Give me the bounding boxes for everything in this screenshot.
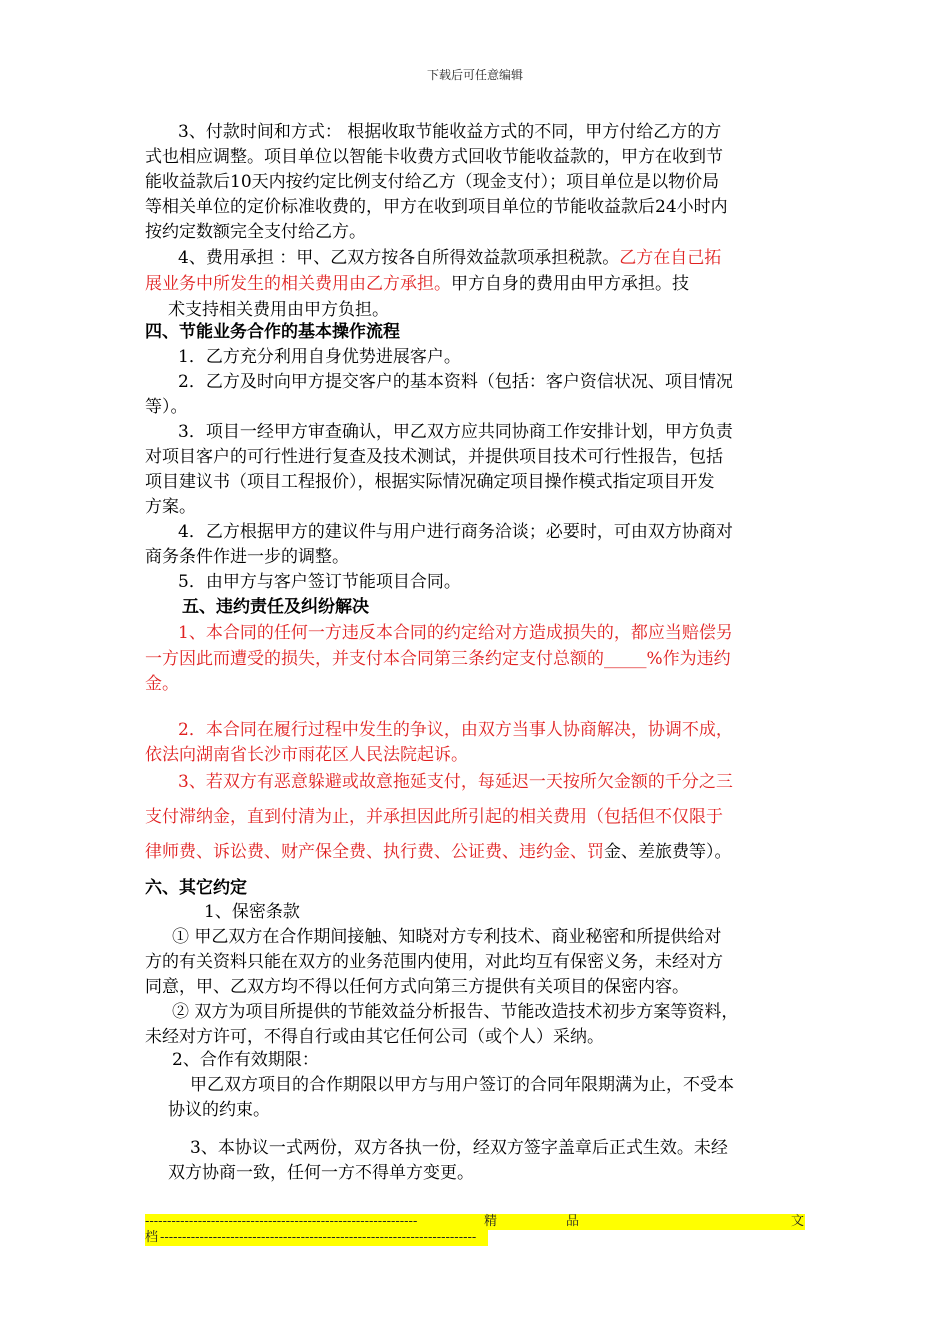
text-line: 方案。 [145,497,196,517]
page-header: 下载后可任意编辑 [426,68,523,82]
text-line [145,272,689,297]
footer-char: 档 [145,1230,159,1245]
footer-char: 精 [484,1214,498,1229]
text-line: 协议的约束。 [168,1100,270,1120]
text-line: 一方因此而遭受的损失，并支付本合同第三条约定支付总额的_____%作为违约 [145,649,731,669]
text-line: 按约定数额完全支付给乙方。 [145,222,366,242]
text-line: 4．乙方根据甲方的建议件与用户进行商务洽谈；必要时，可由双方协商对 [178,522,733,542]
text-line: 1、本合同的任何一方违反本合同的约定给对方造成损失的，都应当赔偿另 [178,623,733,643]
text-segment-red: 展业务中所发生的相关费用由乙方承担。 [145,274,451,294]
footer-char: 品 [566,1214,580,1229]
text-line: 2、合作有效期限： [172,1050,319,1070]
text-line: 未经对方许可，不得自行或由其它任何公司（或个人）采纳。 [145,1027,604,1047]
text-segment: 甲方自身的费用由甲方承担。技 [451,274,689,294]
text-line: 等）。 [145,397,188,417]
text-line [145,840,732,865]
text-line: 术支持相关费用由甲方负担。 [168,300,389,320]
text-line: 同意，甲、乙双方均不得以任何方式向第三方提供有关项目的保密内容。 [145,977,689,997]
text-line: 式也相应调整。项目单位以智能卡收费方式回收节能收益款的，甲方在收到节 [145,147,723,167]
text-line: 支付滞纳金，直到付清为止，并承担因此所引起的相关费用（包括但不仅限于 [145,807,723,827]
text-line: 金。 [145,674,179,694]
text-segment-red: 乙方在自己拓 [619,248,722,268]
text-segment: 金、差旅费等）。 [604,842,732,862]
text-line: 2．乙方及时向甲方提交客户的基本资料（包括：客户资信状况、项目情况 [178,372,733,392]
text-line [178,246,721,271]
text-line: 依法向湖南省长沙市雨花区人民法院起诉。 [145,745,468,765]
footer-dashes: -------------------------------------------------------------- [145,1214,418,1229]
text-line: 3、付款时间和方式： 根据收取节能收益方式的不同，甲方付给乙方的方 [178,122,722,142]
section-title: 五、违约责任及纠纷解决 [182,597,369,617]
text-line: ② 双方为项目所提供的节能效益分析报告、节能改造技术初步方案等资料， [172,1002,739,1022]
text-segment: 4、费用承担 ：甲、乙双方按各自所得效益款项承担税款。 [178,248,620,268]
text-line: 等相关单位的定价标准收费的，甲方在收到项目单位的节能收益款后24小时内 [145,197,728,217]
text-line: 1、保密条款 [204,902,300,922]
text-segment-red: 律师费、诉讼费、财产保全费、执行费、公证费、违约金、罚 [145,842,604,862]
text-line: 3、若双方有恶意躲避或故意拖延支付，每延迟一天按所欠金额的千分之三 [178,772,733,792]
text-line: 3、本协议一式两份，双方各执一份，经双方签字盖章后正式生效。未经 [190,1138,728,1158]
text-line: ① 甲乙双方在合作期间接触、知晓对方专利技术、商业秘密和所提供给对 [172,927,722,947]
text-line: 1．乙方充分利用自身优势进展客户。 [178,347,461,367]
text-line: 5．由甲方与客户签订节能项目合同。 [178,572,461,592]
text-line: 双方协商一致，任何一方不得单方变更。 [168,1163,474,1183]
footer-dashes: ------------------------------------------------------------------------ [160,1230,477,1245]
section-title: 六、其它约定 [145,878,247,898]
text-line: 3．项目一经甲方审查确认，甲乙双方应共同协商工作安排计划，甲方负责 [178,422,733,442]
text-line: 能收益款后10天内按约定比例支付给乙方（现金支付）；项目单位是以物价局 [145,172,720,192]
section-title: 四、节能业务合作的基本操作流程 [145,322,400,342]
footer-char: 文 [791,1214,805,1229]
text-line: 对项目客户的可行性进行复查及技术测试，并提供项目技术可行性报告，包括 [145,447,723,467]
text-line: 甲乙双方项目的合作期限以甲方与用户签订的合同年限期满为止，不受本 [190,1075,734,1095]
text-line: 商务条件作进一步的调整。 [145,547,349,567]
text-line: 2．本合同在履行过程中发生的争议，由双方当事人协商解决，协调不成， [178,720,733,740]
text-line: 项目建议书（项目工程报价），根据实际情况确定项目操作模式指定项目开发 [145,472,715,492]
text-line: 方的有关资料只能在双方的业务范围内使用，对此均互有保密义务，未经对方 [145,952,723,972]
